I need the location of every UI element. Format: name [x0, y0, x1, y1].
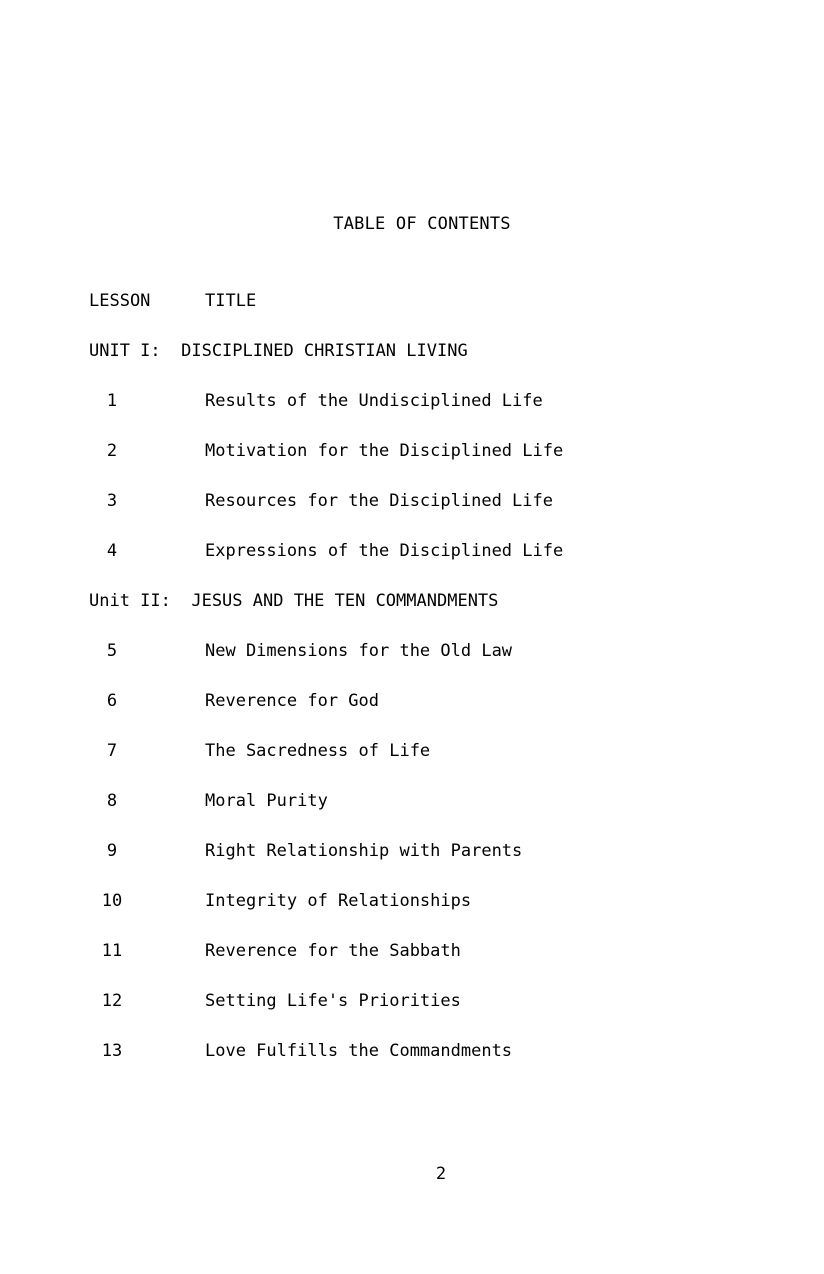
lesson-number: 12 — [101, 991, 123, 1011]
column-header-lesson: LESSON — [89, 291, 151, 311]
lesson-title: Expressions of the Disciplined Life — [205, 541, 564, 561]
column-header-title: TITLE — [205, 291, 257, 311]
lesson-number: 11 — [101, 941, 123, 961]
lesson-number: 1 — [106, 391, 118, 411]
lesson-title: Motivation for the Disciplined Life — [205, 441, 564, 461]
unit-heading: Unit II: JESUS AND THE TEN COMMANDMENTS — [89, 591, 499, 611]
lesson-title: Setting Life's Priorities — [205, 991, 461, 1011]
lesson-number: 4 — [106, 541, 118, 561]
page-number: 2 — [435, 1164, 447, 1184]
lesson-number: 2 — [106, 441, 118, 461]
lesson-title: Right Relationship with Parents — [205, 841, 523, 861]
lesson-title: Resources for the Disciplined Life — [205, 491, 553, 511]
lesson-title: Integrity of Relationships — [205, 891, 472, 911]
page-title: TABLE OF CONTENTS — [333, 214, 511, 234]
lesson-title: Reverence for God — [205, 691, 379, 711]
lesson-title: The Sacredness of Life — [205, 741, 431, 761]
lesson-number: 9 — [106, 841, 118, 861]
lesson-number: 6 — [106, 691, 118, 711]
lesson-number: 3 — [106, 491, 118, 511]
lesson-title: New Dimensions for the Old Law — [205, 641, 513, 661]
lesson-title: Results of the Undisciplined Life — [205, 391, 543, 411]
lesson-number: 13 — [101, 1041, 123, 1061]
lesson-title: Moral Purity — [205, 791, 328, 811]
lesson-title: Reverence for the Sabbath — [205, 941, 461, 961]
lesson-number: 5 — [106, 641, 118, 661]
lesson-number: 8 — [106, 791, 118, 811]
unit-heading: UNIT I: DISCIPLINED CHRISTIAN LIVING — [89, 341, 468, 361]
lesson-title: Love Fulfills the Commandments — [205, 1041, 513, 1061]
lesson-number: 10 — [101, 891, 123, 911]
lesson-number: 7 — [106, 741, 118, 761]
